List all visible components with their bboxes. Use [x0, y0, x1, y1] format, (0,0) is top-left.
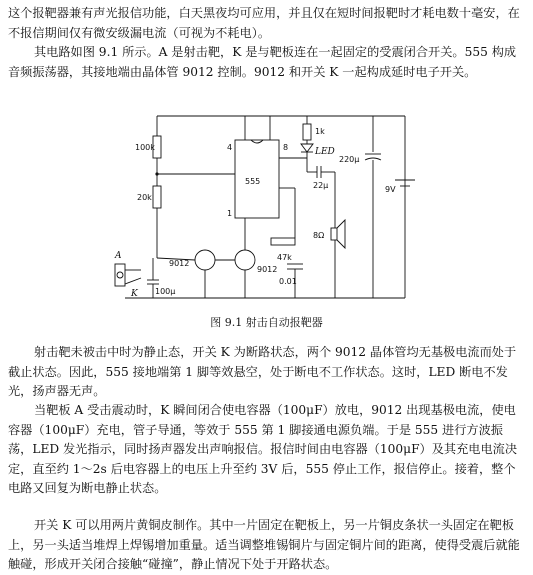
led-label: LED: [315, 147, 335, 157]
r1k-resistor: [303, 124, 311, 140]
q1-symbol: [195, 250, 215, 270]
r47k-resistor: [271, 238, 295, 245]
paragraph-intro: 这个报靶器兼有声光报信功能，白天黑夜均可应用，并且仅在短时间报靶时才耗电数十毫安，在不报信期间仅有微安级漏电流（可视为不耗电）。: [8, 6, 520, 40]
speaker-symbol: [331, 228, 337, 240]
r20k-label: 20k: [137, 193, 152, 202]
pin1-label: 1: [227, 209, 233, 218]
target-center: [117, 272, 123, 278]
c220-plate-bottom: [365, 158, 381, 160]
q1-label: 9012: [169, 259, 190, 268]
c100-label: 100μ: [155, 287, 176, 296]
q2-label: 9012: [257, 265, 278, 274]
target-plate: [115, 264, 125, 286]
battery-label: 9V: [385, 185, 396, 194]
switch-label: K: [131, 289, 138, 299]
figure-caption: 图 9.1 射击自动报靶器: [210, 316, 323, 329]
paragraph-switch: 开关 K 可以用两片黄铜皮制作。其中一片固定在靶板上，另一片铜皮条状一头固定在靶板上，另一头适当堆焊上焊锡增加重量。适当调整堆锡铜片与固定铜片间的距离，使得受震后就能触碰，形成开关闭合接触“碰撞”，静止情况下处于开路状态。: [8, 518, 520, 571]
paragraph-trigger: 当靶板 A 受击震动时，K 瞬间闭合使电容器（100μF）放电，9012 出现基极电流，使电容器（100μF）充电，管子导通，等效于 555 第 1 脚接通电源负端。于是 555 进行方波振荡，LED 发光指示，同时扬声器发出声响报信。报信时间由电容器（100μF）及其充电电流决定，直至约 1～2s 后电容器上的电压上升至约 3V 后，555 停止工作，报信停止。接着，整个电路又回复为断电静止状态。: [8, 403, 518, 495]
r100k-label: 100k: [135, 143, 155, 152]
paragraph-idle: 射击靶未被击中时为静止态，开关 K 为断路状态，两个 9012 晶体管均无基极电流而处于截止状态。因此，555 接地端第 1 脚等效悬空，处于断电不工作状态。这时，LED 断电不发光，扬声器无声。: [8, 345, 517, 398]
r47k-label: 47k: [277, 253, 292, 262]
circuit-diagram: [95, 88, 445, 320]
paragraph-circuit: 其电路如图 9.1 所示。A 是射击靶，K 是与靶板连在一起固定的受震闭合开关。555 构成音频振荡器，其接地端由晶体管 9012 控制。9012 和开关 K 一起构成延时电子开关。: [8, 45, 517, 79]
c220-label: 220μ: [339, 155, 360, 164]
speaker-cone: [337, 220, 345, 248]
c22-label: 22μ: [313, 181, 329, 190]
c001-label: 0.01: [279, 277, 297, 286]
r20k-resistor: [153, 186, 161, 208]
r1k-label: 1k: [315, 127, 325, 136]
ic-label: 555: [245, 177, 261, 186]
pin4-label: 4: [227, 143, 233, 152]
speaker-label: 8Ω: [313, 231, 325, 240]
switch-contact-b: [125, 278, 141, 284]
q2-symbol: [235, 250, 255, 270]
led-symbol: [301, 144, 313, 152]
pin8-label: 8: [283, 143, 289, 152]
target-label: A: [115, 251, 122, 261]
